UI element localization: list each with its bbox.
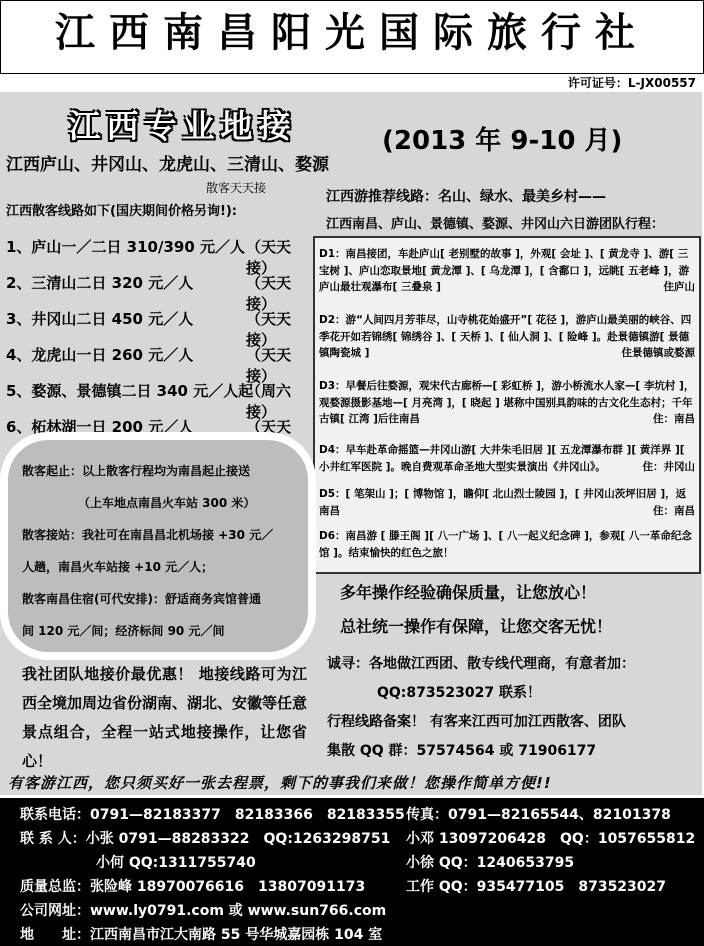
day-stay: 住景德镇或婺源 bbox=[621, 347, 695, 359]
license-number: 许可证号：L-JX00557 bbox=[567, 76, 696, 90]
recruit-block bbox=[327, 650, 697, 766]
contact-phone: 联系电话：0791—82183377 82183366 82183355 bbox=[20, 807, 405, 823]
day-stay: 住：南昌 bbox=[653, 413, 695, 425]
info-line: 散客起止：以上散客行程均为南昌起止接送 bbox=[22, 464, 251, 478]
day-stay: 住：南昌 bbox=[653, 504, 695, 517]
recommend-heading: 江西游推荐线路：名山、绿水、最美乡村—— bbox=[326, 189, 606, 205]
team-offer: 我社团队地接价最优惠！ 地接线路可为江西全境加周边省份湖南、湖北、安徽等任意景点组合，全程一站式地接操作，让您省心！ bbox=[22, 665, 308, 770]
itinerary-day bbox=[319, 312, 695, 362]
contact-fax: 传真：0791—82165544、82101378 bbox=[406, 807, 671, 823]
info-line: 人趟，南昌火车站接 +10 元／人； bbox=[22, 560, 214, 574]
areas-line: 江西庐山、井冈山、龙虎山、三清山、婺源 bbox=[6, 155, 329, 175]
badge-heading: 江西专业地接 bbox=[68, 107, 297, 145]
day-text: D1：南昌接团，车赴庐山[ 老别墅的故事 ]，外观[ 会址 ]、[ 黄龙寺 ]、游[ 三宝树 ]、庐山恋取景地[ 黄龙潭 ]、[ 乌龙潭 ]，[ 含鄱口 ]，远眺[ 五老峰 ]，游庐山最壮观瀑布[ 三叠泉 ] bbox=[319, 248, 690, 293]
day-text: D3：早餐后往婺源，观宋代古廊桥—[ 彩虹桥 ]，游小桥流水人家—[ 李坑村 ]，观婺源摄影基地—[ 月亮湾 ]，[ 晓起 ] 堪称中国别具韵味的古文化生态村；千年古镇[ 江湾 ]后往南昌 bbox=[319, 380, 695, 425]
contact-person: 小邓 13097206428 QQ：1057655812 bbox=[406, 831, 696, 847]
route-tag: （天天接） bbox=[246, 238, 292, 277]
route-text: 3、井冈山二日 450 元／人 bbox=[6, 310, 194, 328]
route-text: 4、龙虎山一日 260 元／人 bbox=[6, 346, 194, 364]
route-text: 5、婺源、景德镇二日 340 元／人起 bbox=[6, 382, 254, 400]
recruit-line: 诚寻：各地做江西团、散专线代理商，有意者加： bbox=[327, 656, 635, 672]
contact-quality: 质量总监：张险峰 18970076616 13807091173 bbox=[20, 879, 366, 895]
slogan: 多年操作经验确保质量，让您放心！ bbox=[340, 583, 597, 602]
scattered-guest-info bbox=[8, 440, 308, 652]
date-range: (2013 年 9-10 月) bbox=[382, 126, 623, 156]
recruit-line: QQ:873523027 联系！ bbox=[377, 685, 541, 701]
info-line: 散客南昌住宿(可代安排)：舒适商务宾馆普通 bbox=[22, 592, 261, 606]
recommend-subheading: 江西南昌、庐山、景德镇、婺源、井冈山六日游团队行程： bbox=[326, 217, 665, 232]
info-line: （上车地点南昌火车站 300 米） bbox=[78, 496, 256, 510]
day-stay: 住庐山 bbox=[663, 281, 695, 293]
itinerary-box bbox=[313, 236, 701, 574]
day-text: D6：南昌游 [ 滕王阁 ][ 八一广场 ]、[ 八一起义纪念碑 ]，参观[ 八一革命纪念馆 ]。结束愉快的红色之旅！ bbox=[319, 530, 692, 559]
route-item bbox=[6, 272, 306, 313]
recruit-line: 行程线路备案！ 有客来江西可加江西散客、团队 bbox=[327, 714, 626, 730]
contact-website[interactable]: 公司网址：www.ly0791.com 或 www.sun766.com bbox=[20, 903, 387, 919]
itinerary-day bbox=[319, 246, 695, 296]
route-item bbox=[6, 380, 306, 421]
recruit-line: 集散 QQ 群：57574564 或 71906177 bbox=[327, 743, 597, 759]
contact-address: 地 址：江西南昌市江大南路 55 号华城嘉园栋 104 室 bbox=[20, 927, 383, 943]
contact-footer bbox=[0, 798, 704, 946]
route-text: 6、柘林湖一日 200 元／人 bbox=[6, 418, 194, 436]
info-line: 间 120 元／间；经济标间 90 元／间 bbox=[22, 624, 225, 638]
contact-work-qq: 工作 QQ：935477105 873523027 bbox=[406, 879, 667, 895]
contact-person: 小何 QQ:1311755740 bbox=[96, 855, 256, 871]
route-text: 1、庐山一／二日 310/390 元／人 bbox=[6, 238, 245, 256]
itinerary-day bbox=[319, 442, 695, 475]
page-title: 江西南昌阳光国际旅行社 bbox=[0, 0, 704, 74]
route-item bbox=[6, 344, 306, 385]
daily-note: 散客天天接 bbox=[206, 181, 267, 195]
route-tag: （周六接） bbox=[246, 382, 292, 421]
itinerary-day bbox=[319, 528, 695, 561]
day-text: D5：[ 笔架山 ]；[ 博物馆 ]，瞻仰[ 北山烈士陵园 ]，[ 井冈山茨坪旧居 ]，返南昌 bbox=[319, 488, 687, 517]
itinerary-day bbox=[319, 378, 695, 428]
info-line: 散客接站：我社可在南昌昌北机场接 +30 元／ bbox=[22, 528, 274, 542]
tagline: 有客游江西，您只须买好一张去程票，剩下的事我们来做！您操作简单方便!! bbox=[8, 774, 552, 792]
route-tag: （天天接） bbox=[246, 310, 292, 349]
day-stay: 住：井冈山 bbox=[642, 460, 695, 473]
contact-person: 联 系 人：小张 0791—88283322 QQ:1263298751 bbox=[20, 831, 391, 847]
day-text: D4：早车赴革命摇篮—井冈山游[ 大井朱毛旧居 ][ 五龙潭瀑布群 ][ 黄洋界 ][ 小井红军医院 ]。晚自费观革命圣地大型实景演出《井冈山》。 bbox=[319, 444, 685, 473]
route-tag: （天天 bbox=[246, 418, 292, 436]
routes-title: 江西散客线路如下(国庆期间价格另询!): bbox=[6, 204, 238, 219]
route-item bbox=[6, 236, 306, 277]
contact-person: 小徐 QQ：1240653795 bbox=[406, 855, 575, 871]
route-tag: （天天接） bbox=[246, 274, 292, 313]
itinerary-day bbox=[319, 486, 695, 519]
route-item bbox=[6, 308, 306, 349]
day-text: D2：游“人间四月芳菲尽，山寺桃花始盛开”[ 花径 ]，游庐山最美丽的峡谷、四季花开如若锦绣[ 锦绣谷 ]、[ 天桥 ]、[ 仙人洞 ]、[ 险峰 ]。赴景德镇游[ 景德镇陶瓷城 ] bbox=[319, 314, 692, 359]
route-tag: （天天接） bbox=[246, 346, 292, 385]
slogan: 总社统一操作有保障，让您交客无忧！ bbox=[340, 617, 613, 636]
route-item bbox=[6, 416, 306, 437]
route-text: 2、三清山二日 320 元／人 bbox=[6, 274, 194, 292]
